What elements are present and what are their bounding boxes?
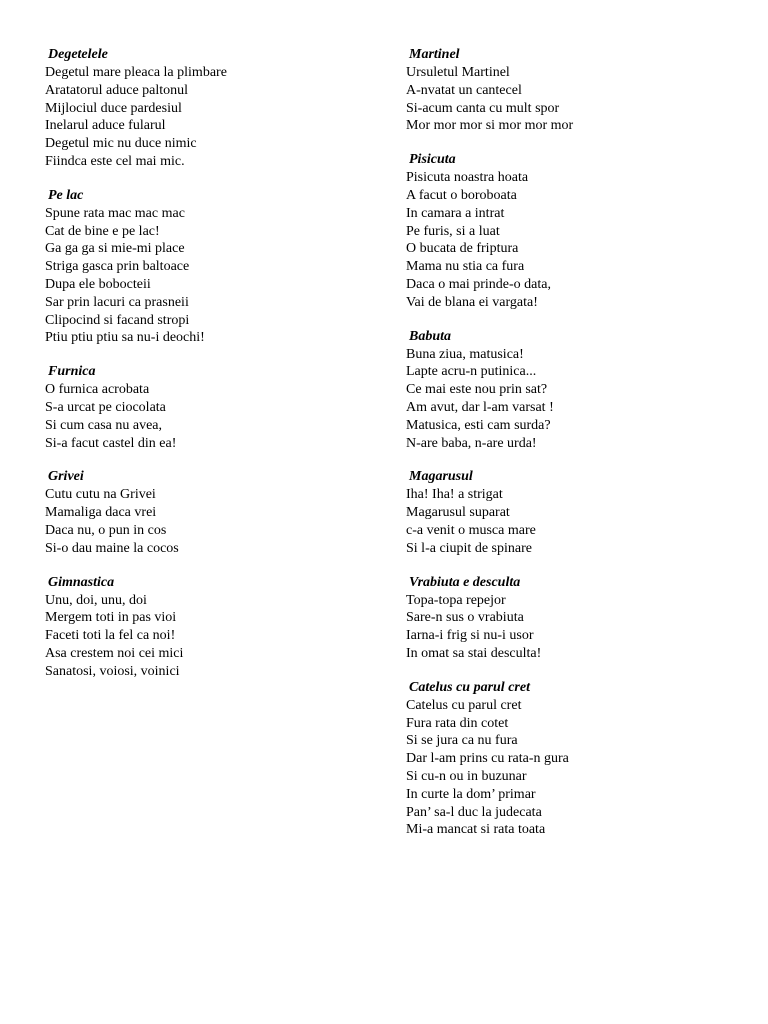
poem-line: Striga gasca prin baltoace	[45, 259, 190, 275]
poem-block	[406, 468, 736, 557]
poem-line: Dar l-am prins cu rata-n gura	[406, 751, 569, 767]
poem-line: Mergem toti in pas vioi	[45, 610, 177, 626]
poem-line: Mamaliga daca vrei	[45, 505, 157, 521]
poem-line: c-a venit o musca mare	[406, 522, 536, 538]
poem-block	[45, 574, 365, 681]
poem-line: Clipocind si facand stropi	[45, 312, 190, 328]
left-column	[45, 46, 365, 697]
poem-line: Mama nu stia ca fura	[406, 259, 525, 275]
poem-block	[406, 574, 736, 663]
poem-line: A facut o boroboata	[406, 187, 517, 203]
poem-line: Unu, doi, unu, doi	[45, 592, 147, 608]
poem-line: Pe furis, si a luat	[406, 223, 500, 239]
poem-line: Pan’ sa-l duc la judecata	[406, 804, 542, 820]
poem-block	[45, 468, 365, 557]
poem-line: Mijlociul duce pardesiul	[45, 100, 182, 116]
poem-line: Topa-topa repejor	[406, 592, 506, 608]
poem-block	[406, 328, 736, 453]
poem-line: Aratatorul aduce paltonul	[45, 82, 189, 98]
poem-line: Mor mor mor si mor mor mor	[406, 118, 574, 134]
poem-line: Ursuletul Martinel	[406, 65, 510, 80]
poem-title: Vrabiuta e desculta	[409, 574, 521, 590]
poem-title: Martinel	[409, 47, 460, 62]
poem-line: In omat sa stai desculta!	[406, 645, 542, 661]
poem-line: Dupa ele bobocteii	[45, 276, 151, 292]
poem-line: Vai de blana ei vargata!	[406, 294, 538, 310]
poem-line: Iarna-i frig si nu-i usor	[406, 628, 534, 644]
poem-title: Catelus cu parul cret	[409, 679, 530, 695]
poem-title: Degetelele	[48, 47, 108, 62]
poem-line: Ptiu ptiu ptiu sa nu-i deochi!	[45, 330, 205, 346]
poem-line: Si-o dau maine la cocos	[45, 540, 179, 556]
poem-line: Daca nu, o pun in cos	[45, 522, 167, 538]
poem-title: Grivei	[48, 469, 84, 485]
poem-line: N-are baba, n-are urda!	[406, 435, 537, 451]
poem-block	[406, 151, 736, 311]
poem-line: Lapte acru-n putinica...	[406, 364, 537, 380]
poem-title: Furnica	[48, 364, 96, 380]
poem-line: Degetul mic nu duce nimic	[45, 136, 197, 152]
poem-line: O furnica acrobata	[45, 382, 150, 398]
poem-line: Si cu-n ou in buzunar	[406, 768, 527, 784]
poem-line: Matusica, esti cam surda?	[406, 417, 551, 433]
poem-block	[45, 363, 365, 452]
poem-line: Magarusul suparat	[406, 505, 510, 521]
poem-line: Cutu cutu na Grivei	[45, 487, 156, 503]
poem-line: Daca o mai prinde-o data,	[406, 276, 551, 292]
poem-line: In camara a intrat	[406, 205, 505, 221]
poem-line: Mi-a mancat si rata toata	[406, 822, 546, 838]
poem-line: In curte la dom’ primar	[406, 786, 536, 802]
poem-line: Si l-a ciupit de spinare	[406, 540, 532, 556]
poem-block	[406, 46, 736, 135]
poem-line: Sare-n sus o vrabiuta	[406, 610, 524, 626]
poem-title: Pisicuta	[409, 152, 456, 168]
poem-line: Si-a facut castel din ea!	[45, 435, 177, 451]
poem-line: O bucata de friptura	[406, 241, 519, 257]
poem-line: Ga ga ga si mie-mi place	[45, 241, 185, 257]
poem-title: Pe lac	[48, 187, 84, 203]
poem-line: Si cum casa nu avea,	[45, 417, 163, 433]
poem-line: Faceti toti la fel ca noi!	[45, 628, 176, 644]
right-column	[406, 46, 736, 855]
poem-title: Gimnastica	[48, 574, 115, 590]
poem-line: Spune rata mac mac mac	[45, 205, 185, 221]
poem-block	[45, 187, 365, 347]
poem-line: Catelus cu parul cret	[406, 697, 522, 713]
poem-line: Sar prin lacuri ca prasneii	[45, 294, 189, 310]
poem-line: Fura rata din cotet	[406, 715, 509, 731]
poem-line: S-a urcat pe ciocolata	[45, 399, 166, 415]
poem-line: Si-acum canta cu mult spor	[406, 100, 560, 116]
poem-line: Ce mai este nou prin sat?	[406, 382, 548, 398]
poem-line: Sanatosi, voiosi, voinici	[45, 663, 180, 679]
poem-block	[406, 679, 736, 839]
poem-line: Si se jura ca nu fura	[406, 733, 518, 749]
poem-line: Pisicuta noastra hoata	[406, 170, 529, 186]
poem-line: Degetul mare pleaca la plimbare	[45, 65, 227, 80]
poem-line: Fiindca este cel mai mic.	[45, 153, 185, 169]
poem-title: Babuta	[409, 328, 452, 344]
poem-title: Magarusul	[409, 469, 473, 485]
poem-line: Inelarul aduce fularul	[45, 118, 166, 134]
poem-line: A-nvatat un cantecel	[406, 82, 522, 98]
poem-line: Am avut, dar l-am varsat !	[406, 399, 554, 415]
poem-line: Cat de bine e pe lac!	[45, 223, 160, 239]
poem-line: Buna ziua, matusica!	[406, 346, 524, 362]
poem-line: Iha! Iha! a strigat	[406, 487, 503, 503]
poem-line: Asa crestem noi cei mici	[45, 645, 184, 661]
poem-block	[45, 46, 365, 171]
